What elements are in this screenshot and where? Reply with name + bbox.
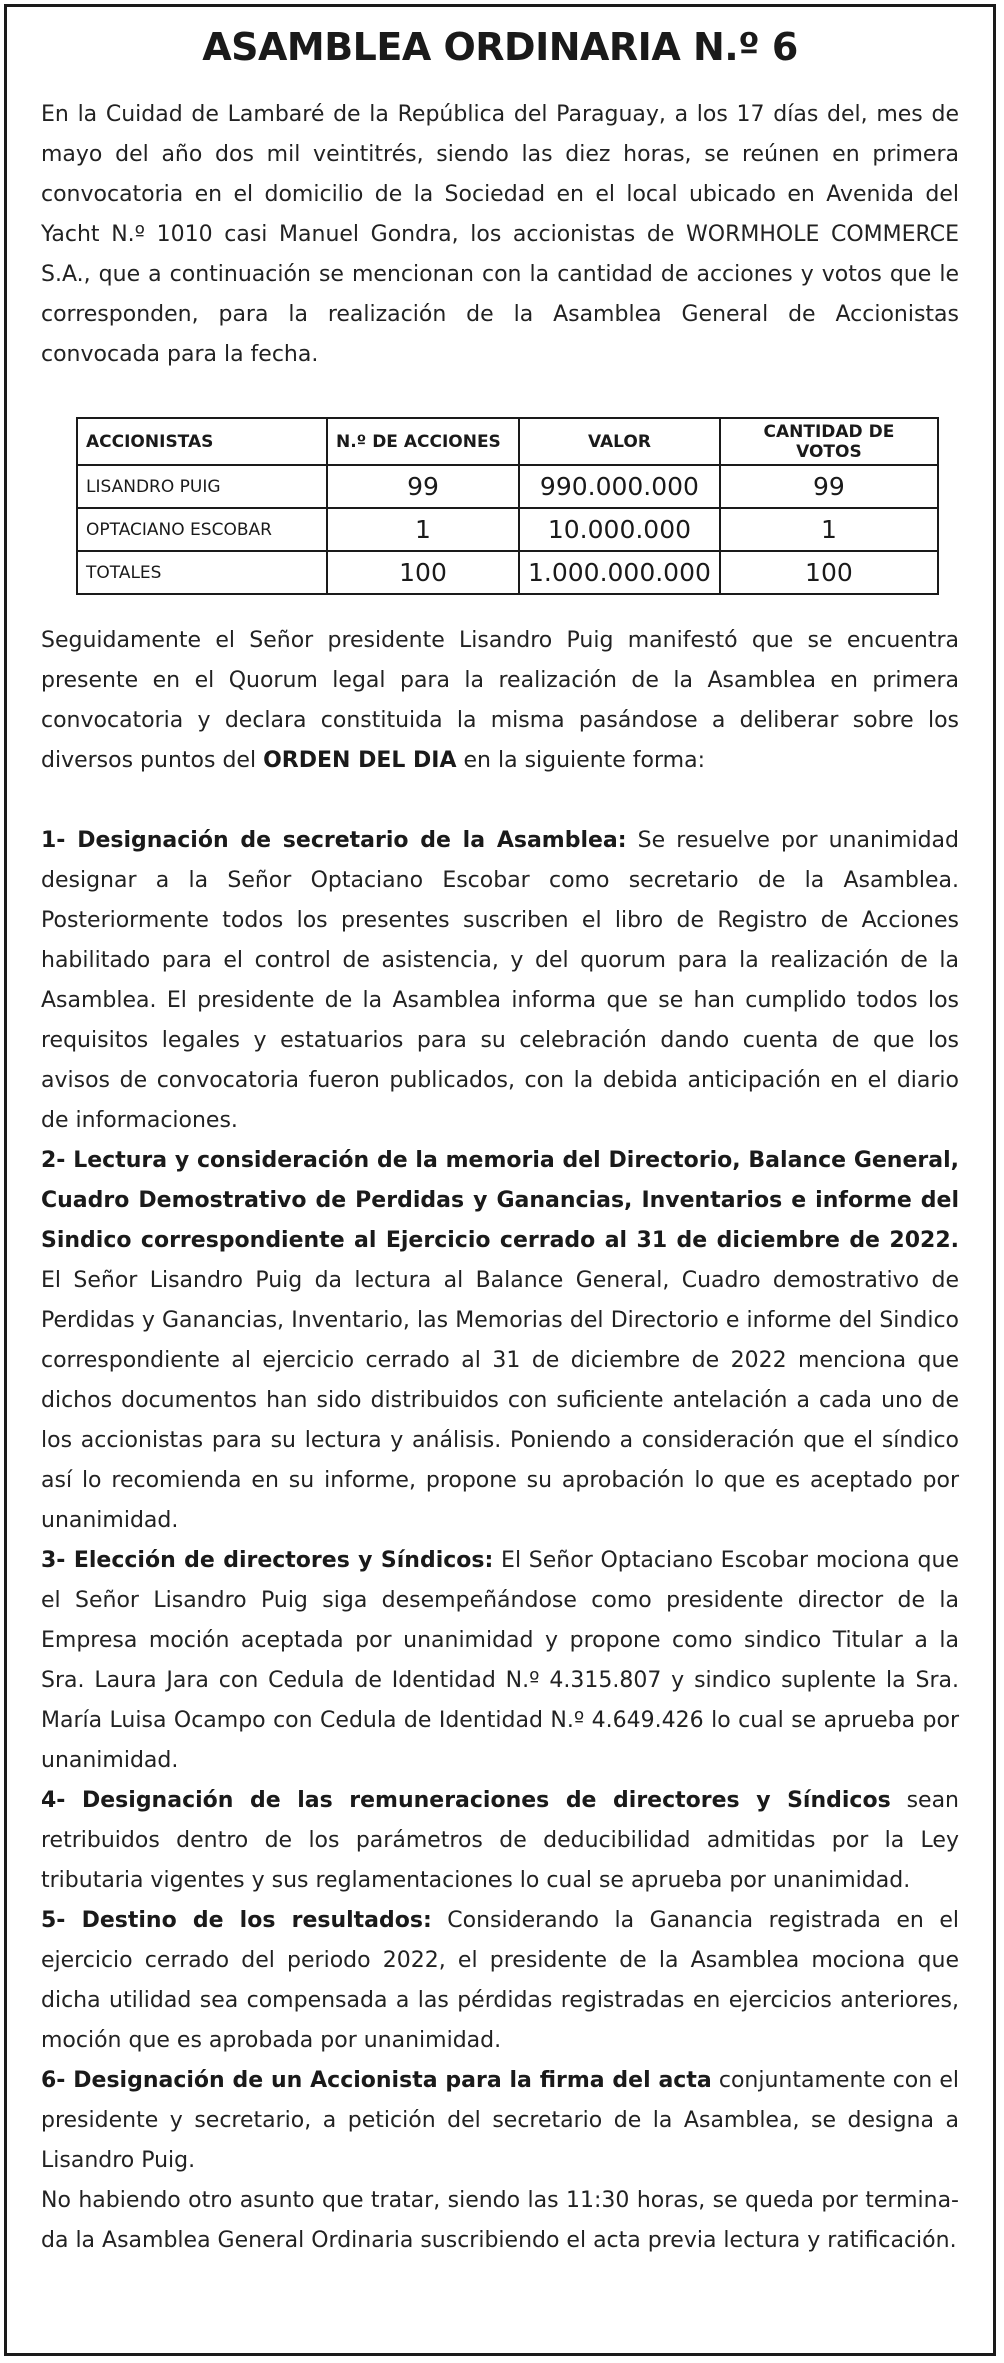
intro-paragraph: En la Cuidad de Lambaré de la República del Paraguay, a los 17 días del, mes de mayo del año dos mil veintitrés, siendo las diez horas, se reúnen en primera convocatoria en el domicilio de la Sociedad en el local ubicado en Avenida del Yacht N.º 1010 casi Manuel Gondra, los accionistas de WORMHOLE COMMERCE S.A., que a continuación se mencionan con la cantidad de acciones y votos que le corresponden, para la realización de la Asamblea General de Accionistas convocada para la fecha. xyxy=(41,102,959,367)
agenda-item-heading: 1- Designación de secretario de la Asamblea: xyxy=(41,828,627,853)
quorum-text: Seguidamente el Señor presidente Lisandro Puig manifestó que se encuentra presente en el Quorum legal para la realización de la Asamblea en primera convocatoria y declara constituida la misma pasándose a deliberar sobre los diversos puntos del xyxy=(41,628,959,773)
table-row-totals xyxy=(77,551,938,594)
totals-label-cell: TOTALES xyxy=(77,551,327,594)
agenda-item-text: El Señor Optaciano Escobar mociona que el Señor Lisandro Puig siga desempeñándose como presidente director de la Empresa moción aceptada por unanimidad y propone como sindico Titular a la Sra. Laura Jara con Cedula de Identidad N.º 4.315.807 y sindico suplente la Sra. María Luisa Ocampo con Cedula de Identidad N.º 4.649.426 lo cual se aprueba por unanimidad. xyxy=(41,1548,959,1773)
agenda-item-1 xyxy=(41,821,959,1141)
quorum-paragraph xyxy=(41,621,959,781)
table-header-row xyxy=(77,418,938,465)
document-title: ASAMBLEA ORDINARIA N.º 6 xyxy=(202,25,798,69)
total-shares-cell: 100 xyxy=(327,551,519,594)
agenda-item-heading: 3- Elección de directores y Síndicos: xyxy=(41,1548,494,1573)
shareholder-name-cell: LISANDRO PUIG xyxy=(77,465,327,508)
column-header: ACCIONISTAS xyxy=(77,418,327,465)
column-header: VALOR xyxy=(519,418,720,465)
agenda-item-heading: 5- Destino de los resultados: xyxy=(41,1908,432,1933)
agenda-item-text: Considerando la Ganancia registrada en el ejercicio cerrado del periodo 2022, el presidente de la Asamblea mociona que dicha utilidad sea compensada a las pérdidas registradas en ejercicios anteriores, moción que es aprobada por unanimidad. xyxy=(41,1908,959,2053)
agenda-item-4 xyxy=(41,1781,959,1901)
document-page xyxy=(4,4,996,2356)
agenda-item-heading: 6- Designación de un Accionista para la firma del acta xyxy=(41,2068,712,2093)
value-cell: 10.000.000 xyxy=(519,508,720,551)
votes-cell: 99 xyxy=(720,465,938,508)
agenda-item-heading: 4- Designación de las remuneraciones de directores y Síndicos xyxy=(41,1788,891,1813)
agenda-label: ORDEN DEL DIA xyxy=(263,748,457,773)
shareholders-table-wrap xyxy=(76,417,939,595)
shares-cell: 1 xyxy=(327,508,519,551)
value-cell: 990.000.000 xyxy=(519,465,720,508)
total-value-cell: 1.000.000.000 xyxy=(519,551,720,594)
table-row xyxy=(77,465,938,508)
shares-cell: 99 xyxy=(327,465,519,508)
closing-paragraph: No habiendo otro asunto que tratar, siendo las 11:30 horas, se queda por termina-da la Asamblea General Ordinaria suscribiendo el acta previa lectura y ratificación. xyxy=(41,2188,959,2253)
shareholders-table xyxy=(76,417,939,595)
agenda-item-5 xyxy=(41,1901,959,2061)
column-header: CANTIDAD DE VOTOS xyxy=(720,418,938,465)
agenda-item-text: Se resuelve por unanimidad designar a la Señor Optaciano Escobar como secretario de la Asamblea. Posteriormente todos los presentes suscriben el libro de Registro de Acciones habilitado para el control de asistencia, y del quorum para la realización de la Asamblea. El presidente de la Asamblea informa que se han cumplido todos los requisitos legales y estatuarios para su celebración dando cuenta de que los avisos de convocatoria fueron publicados, con la debida anticipación en el diario de informaciones. xyxy=(41,828,959,1133)
minutes-body xyxy=(41,621,959,2261)
spacer xyxy=(41,781,959,821)
agenda-item-heading: 2- Lectura y consideración de la memoria del Directorio, Balance General, Cuadro Demostrativo de Perdidas y Ganancias, Inventarios e informe del Sindico correspondiente al Ejercicio cerrado al 31 de diciembre de 2022. xyxy=(41,1148,959,1253)
agenda-item-text: El Señor Lisandro Puig da lectura al Balance General, Cuadro demostrativo de Perdidas y Ganancias, Inventario, las Memorias del Directorio e informe del Sindico correspondiente al ejercicio cerrado al 31 de diciembre de 2022 menciona que dichos documentos han sido distribuidos con suficiente antelación a cada uno de los accionistas para su lectura y análisis. Poniendo a consideración que el síndico así lo recomienda en su informe, propone su aprobación lo que es aceptado por unanimidad. xyxy=(41,1268,959,1533)
shareholder-name-cell: OPTACIANO ESCOBAR xyxy=(77,508,327,551)
agenda-item-3 xyxy=(41,1541,959,1781)
table-row xyxy=(77,508,938,551)
agenda-item-text: conjuntamente con el presidente y secretario, a petición del secretario de la Asamblea, se designa a Lisandro Puig. xyxy=(41,2068,959,2173)
votes-cell: 1 xyxy=(720,508,938,551)
agenda-item-6 xyxy=(41,2061,959,2181)
quorum-text-end: en la siguiente forma: xyxy=(456,748,705,773)
agenda-item-2 xyxy=(41,1141,959,1541)
total-votes-cell: 100 xyxy=(720,551,938,594)
agenda-item-text: sean retribuidos dentro de los parámetros de deducibilidad admitidas por la Ley tributaria vigentes y sus reglamentaciones lo cual se aprueba por unanimidad. xyxy=(41,1788,960,1893)
column-header: N.º DE ACCIONES xyxy=(327,418,519,465)
